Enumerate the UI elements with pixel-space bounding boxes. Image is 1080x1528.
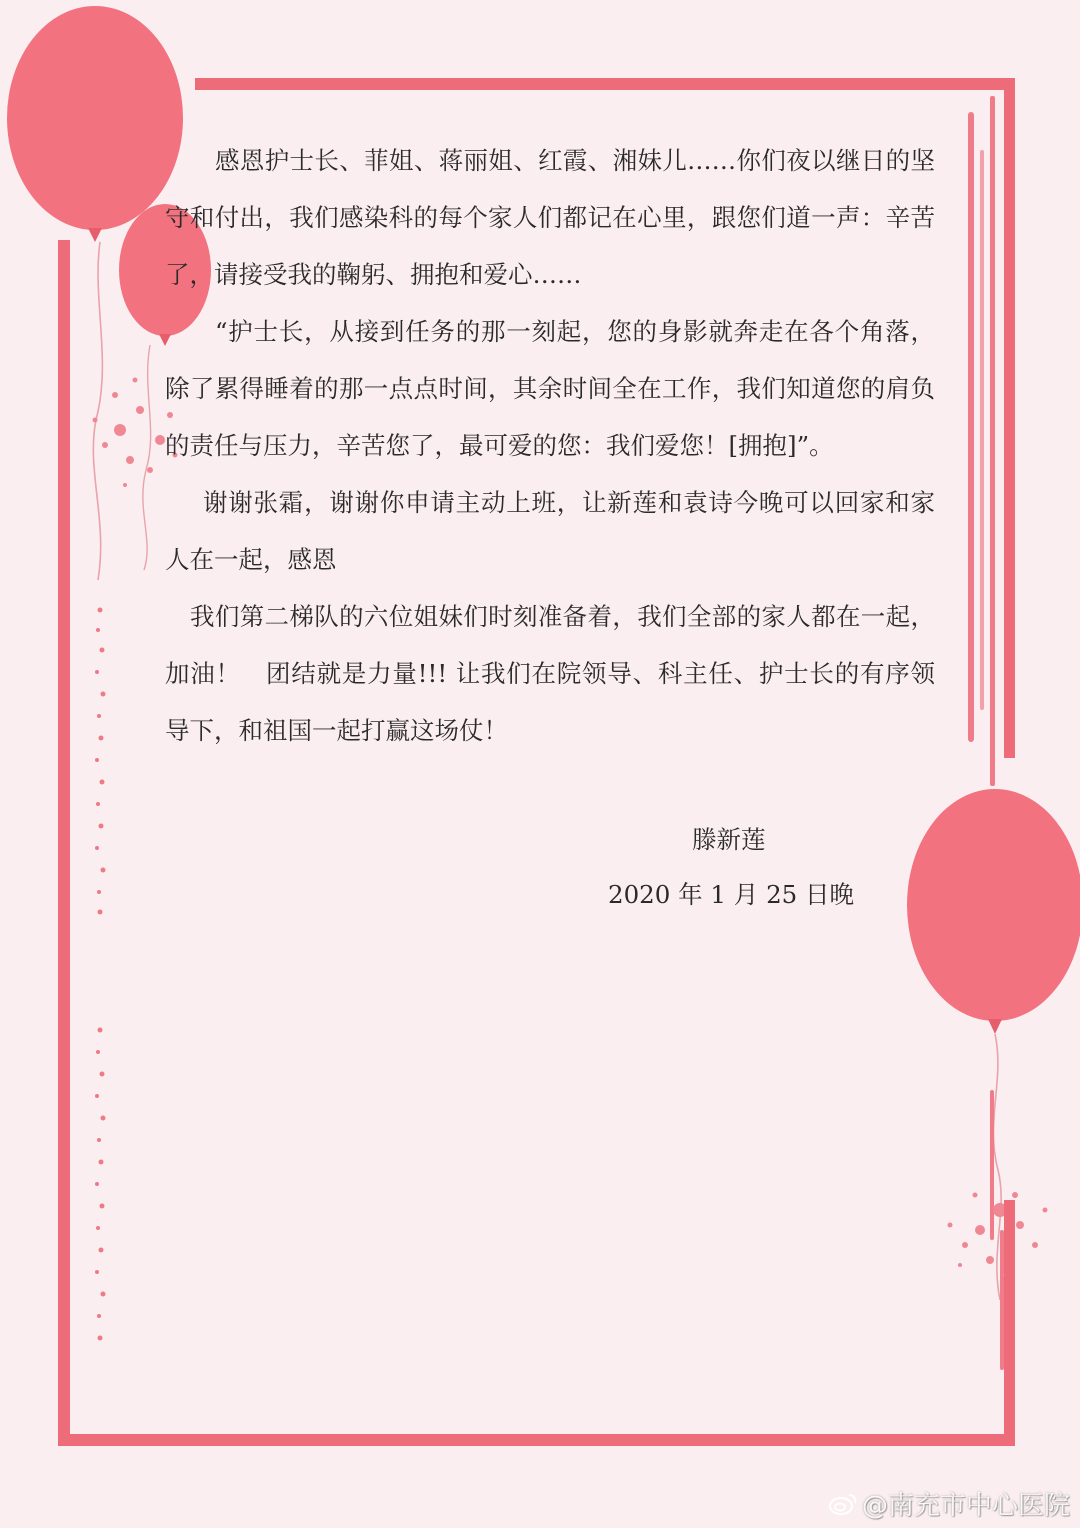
watermark <box>828 1485 1070 1522</box>
signature: 滕新莲 <box>692 825 766 854</box>
watermark-text: @南充市中心医院 <box>861 1491 1070 1521</box>
weibo-icon <box>828 1491 858 1517</box>
letter-paragraph: 感恩护士长、菲姐、蒋丽姐、红霞、湘妹儿……你们夜以继日的坚守和付出，我们感染科的每个家人们都记在心里，跟您们道一声：辛苦了，请接受我的鞠躬、拥抱和爱心…… <box>165 146 935 289</box>
frame-top-border <box>195 78 1015 90</box>
balloon-icon <box>7 6 183 230</box>
balloon-icon <box>907 789 1080 1021</box>
letter-date: 2020 年 1 月 25 日晚 <box>608 880 855 909</box>
letter-body <box>165 132 935 759</box>
letter-paragraph: 我们第二梯队的六位姐妹们时刻准备着，我们全部的家人都在一起，加油！ 团结就是力量!!! 让我们在院领导、科主任、护士长的有序领导下，和祖国一起打赢这场仗！ <box>165 602 935 745</box>
letter-paragraph: 谢谢张霜，谢谢你申请主动上班，让新莲和袁诗今晚可以回家和家人在一起，感恩 <box>165 488 935 574</box>
letter-paragraph: “护士长，从接到任务的那一刻起，您的身影就奔走在各个角落，除了累得睡着的那一点点时间，其余时间全在工作，我们知道您的肩负的责任与压力，辛苦您了，最可爱的您：我们爱您！[拥抱]”。 <box>165 317 935 460</box>
frame-right-lower-border <box>1004 1200 1015 1446</box>
frame-right-border <box>1004 78 1015 758</box>
frame-left-border <box>58 240 70 1445</box>
frame-bottom-border <box>58 1434 1015 1446</box>
